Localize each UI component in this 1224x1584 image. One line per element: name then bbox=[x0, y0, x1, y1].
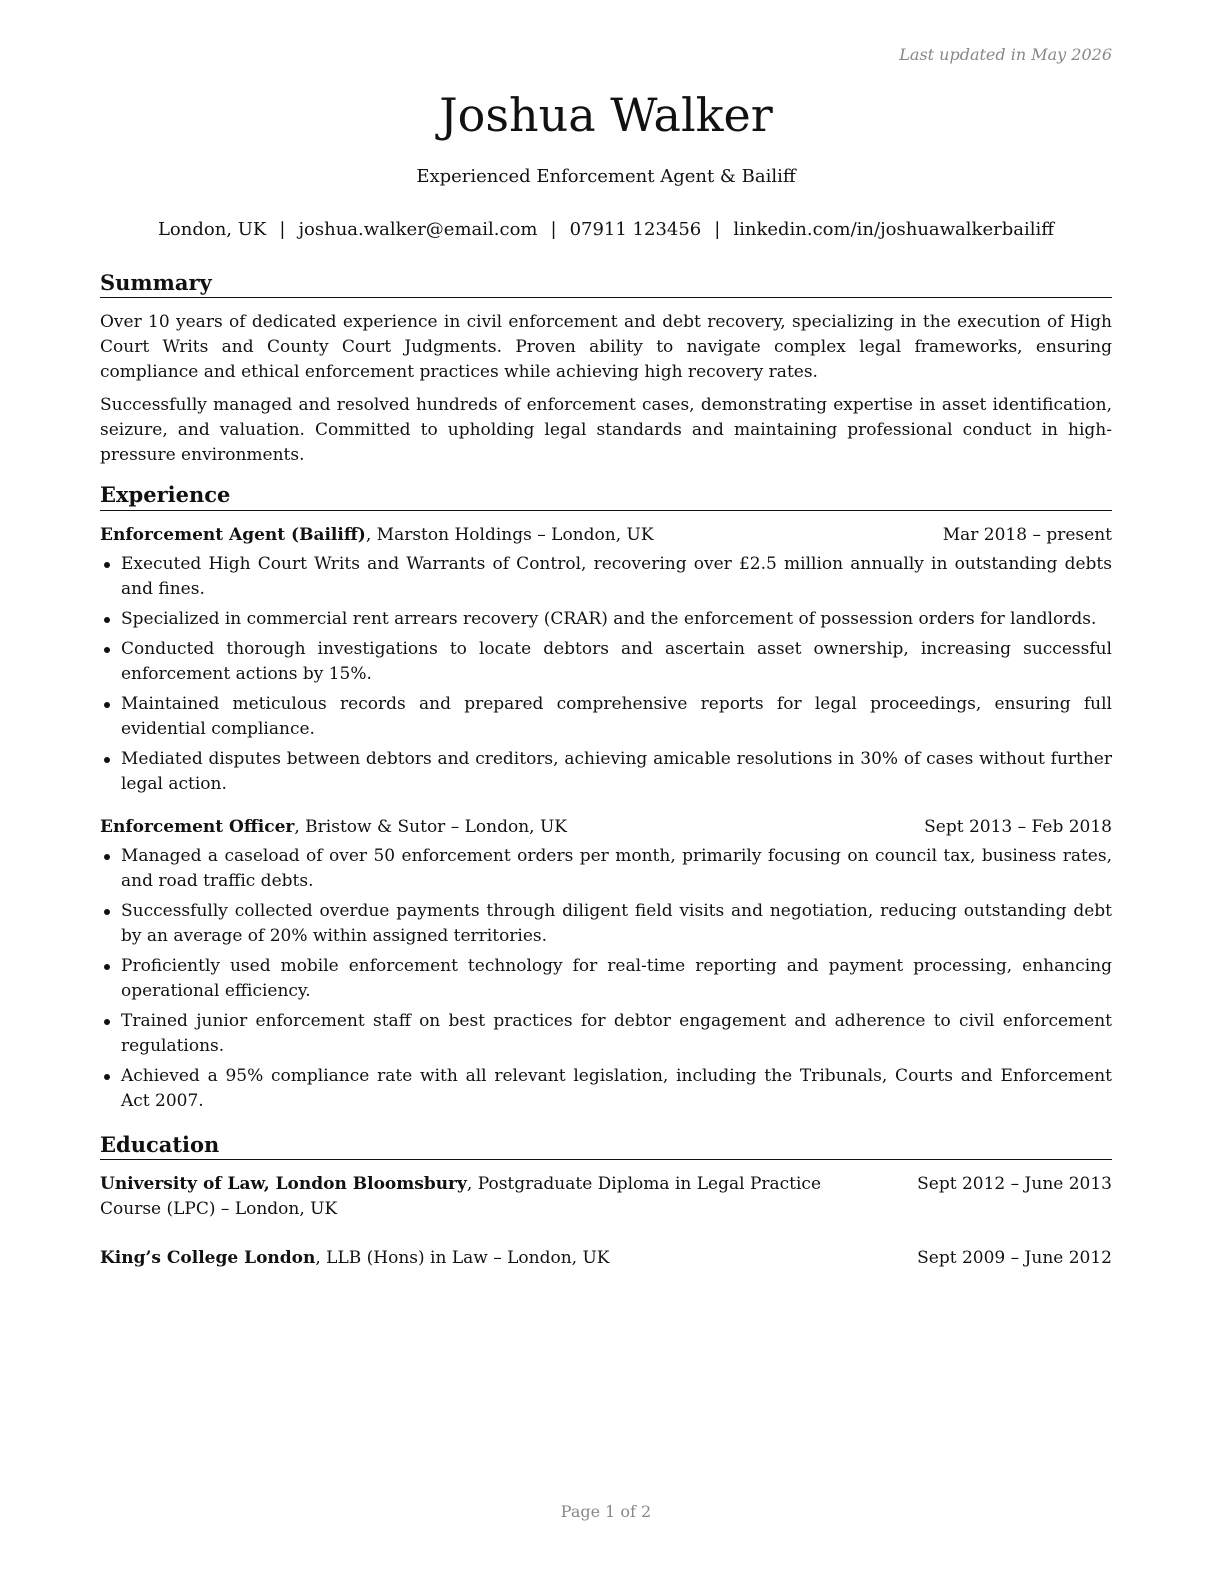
job-bullet: Mediated disputes between debtors and creditors, achieving amicable resolutions in 30% of cases without further legal action. bbox=[100, 747, 1112, 797]
job-header bbox=[100, 523, 1112, 548]
job-entry bbox=[100, 523, 1112, 797]
contact-linkedin[interactable]: linkedin.com/in/joshuawalkerbailiff bbox=[733, 219, 1055, 240]
job-bullet: Specialized in commercial rent arrears recovery (CRAR) and the enforcement of possession orders for landlords. bbox=[100, 607, 1112, 632]
resume-content bbox=[100, 270, 1112, 1295]
summary-paragraph: Successfully managed and resolved hundreds of enforcement cases, demonstrating expertise in asset identification, seizure, and valuation. Committed to upholding legal standards and maintaining professional conduct in high-pressure environments. bbox=[100, 395, 1112, 466]
education-entry bbox=[100, 1172, 1112, 1222]
job-bullets bbox=[100, 552, 1112, 797]
job-company: , Marston Holdings – London, UK bbox=[365, 524, 654, 545]
job-bullet: Executed High Court Writs and Warrants of Control, recovering over £2.5 million annually in outstanding debts and fines. bbox=[100, 552, 1112, 602]
education-entry bbox=[100, 1246, 1112, 1271]
candidate-headline: Experienced Enforcement Agent & Bailiff bbox=[416, 166, 796, 187]
education-section bbox=[100, 1132, 1112, 1271]
page-number-footer: Page 1 of 2 bbox=[560, 1502, 652, 1521]
education-school: King’s College London bbox=[100, 1247, 316, 1268]
last-updated-note: Last updated in May 2026 bbox=[899, 45, 1112, 64]
summary-paragraph: Over 10 years of dedicated experience in civil enforcement and debt recovery, specializing in the execution of High Court Writs and County Court Judgments. Proven ability to navigate complex legal frameworks, ensuring compliance and ethical enforcement practices while achieving high recovery rates. bbox=[100, 312, 1112, 383]
job-entry bbox=[100, 815, 1112, 1114]
contact-phone: 07911 123456 bbox=[569, 219, 702, 240]
experience-section bbox=[100, 482, 1112, 1113]
contact-separator: | bbox=[550, 219, 557, 240]
contact-separator: | bbox=[714, 219, 721, 240]
job-header bbox=[100, 815, 1112, 840]
summary-section bbox=[100, 270, 1112, 468]
candidate-name: Joshua Walker bbox=[439, 88, 773, 142]
job-bullet: Managed a caseload of over 50 enforcement orders per month, primarily focusing on council tax, business rates, and road traffic debts. bbox=[100, 844, 1112, 894]
education-dates: Sept 2009 – June 2012 bbox=[917, 1247, 1112, 1268]
job-bullet: Maintained meticulous records and prepared comprehensive reports for legal proceedings, ensuring full evidential compliance. bbox=[100, 692, 1112, 742]
job-company: , Bristow & Sutor – London, UK bbox=[294, 816, 567, 837]
summary-heading: Summary bbox=[100, 270, 1112, 298]
job-role: Enforcement Officer bbox=[100, 816, 295, 837]
education-school: University of Law, London Bloomsbury bbox=[100, 1173, 467, 1194]
job-bullet: Successfully collected overdue payments through diligent field visits and negotiation, reducing outstanding debt by an average of 20% within assigned territories. bbox=[100, 899, 1112, 949]
job-dates: Sept 2013 – Feb 2018 bbox=[924, 816, 1112, 837]
job-bullet: Achieved a 95% compliance rate with all relevant legislation, including the Tribunals, Courts and Enforcement Act 2007. bbox=[100, 1064, 1112, 1114]
job-bullet: Trained junior enforcement staff on best practices for debtor engagement and adherence to civil enforcement regulations. bbox=[100, 1009, 1112, 1059]
education-detail: , LLB (Hons) in Law – London, UK bbox=[315, 1247, 610, 1268]
job-role: Enforcement Agent (Bailiff) bbox=[100, 524, 366, 545]
contact-location: London, UK bbox=[157, 219, 267, 240]
resume-page bbox=[100, 0, 1112, 1584]
contact-email[interactable]: joshua.walker@email.com bbox=[298, 219, 538, 240]
job-bullet: Proficiently used mobile enforcement technology for real-time reporting and payment processing, enhancing operational efficiency. bbox=[100, 954, 1112, 1004]
contact-line bbox=[100, 219, 1112, 240]
job-dates: Mar 2018 – present bbox=[942, 524, 1112, 545]
education-heading: Education bbox=[100, 1132, 1112, 1160]
education-dates: Sept 2012 – June 2013 bbox=[917, 1173, 1112, 1194]
job-bullet: Conducted thorough investigations to locate debtors and ascertain asset ownership, increasing successful enforcement actions by 15%. bbox=[100, 637, 1112, 687]
contact-separator: | bbox=[279, 219, 286, 240]
experience-heading: Experience bbox=[100, 482, 1112, 510]
education-detail: , Postgraduate Diploma in Legal Practice Course (LPC) – London, UK bbox=[100, 1173, 822, 1219]
job-bullets bbox=[100, 844, 1112, 1114]
